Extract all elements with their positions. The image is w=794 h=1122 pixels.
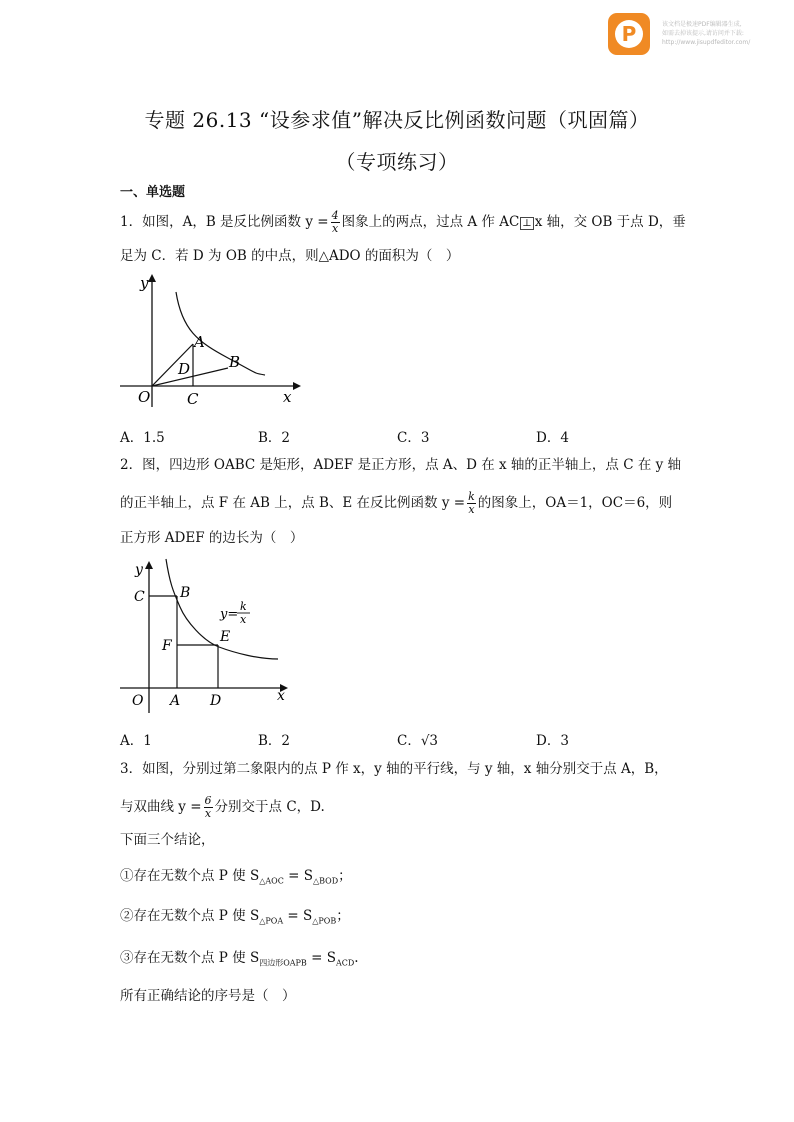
q2-label-B: B <box>180 585 191 601</box>
q2-label-O: O <box>132 693 144 709</box>
q2-figure <box>118 555 293 717</box>
q3-conclusion-3: ③存在无数个点 P 使 $S_{四边形OAPB} = S_{ACD}$. <box>120 950 359 968</box>
q1-text-2: 图象上的两点，过点 A 作 AC <box>341 214 520 230</box>
q2-text-1: 的正半轴上，点 F 在 AB 上，点 B、E 在反比例函数 y = <box>120 495 466 511</box>
watermark-line-3[interactable]: http://www.jisupdfeditor.com/ <box>662 39 751 46</box>
q1-option-c[interactable]: C．3 <box>397 430 430 446</box>
q2-eq-y: y= <box>220 607 239 622</box>
q1-line-1 <box>120 210 686 235</box>
q1-option-a[interactable]: A．1.5 <box>120 430 165 446</box>
q3-line-3: 下面三个结论， <box>120 832 215 848</box>
watermark-text <box>662 20 782 47</box>
q2-option-a[interactable]: A．1 <box>120 733 152 749</box>
q2-label-x: x <box>277 688 285 704</box>
q1-y-arrow-icon <box>148 274 156 282</box>
q2-option-b[interactable]: B．2 <box>258 733 291 749</box>
q2-option-d[interactable]: D．3 <box>536 733 569 749</box>
perp-symbol: ⊥ <box>522 218 532 229</box>
q2-label-F: F <box>162 638 172 654</box>
page-subtitle: （专项练习） <box>335 150 459 174</box>
q3-fraction: $\frac{6}{x}$ <box>204 794 212 820</box>
q3-text-1: 与双曲线 y = <box>120 799 202 815</box>
q1-label-D: D <box>178 360 191 378</box>
q2-y-arrow-icon <box>145 561 153 569</box>
q2-label-D: D <box>210 693 222 709</box>
q2-eq-num: k <box>240 600 247 613</box>
q2-line-1: 2．图，四边形 OABC 是矩形，ADEF 是正方形，点 A、D 在 x 轴的正半轴上，点 C 在 y 轴 <box>120 457 682 473</box>
page-title: 专题 26.13 “设参求值”解决反比例函数问题（巩固篇） <box>144 108 650 132</box>
q3-question: 所有正确结论的序号是（ ） <box>120 988 296 1004</box>
q1-text-1: 1．如图，A，B 是反比例函数 y = <box>120 214 329 230</box>
q2-line-2 <box>120 491 672 516</box>
q1-label-y: y <box>140 274 149 292</box>
q2-option-c[interactable]: C．√3 <box>397 733 439 749</box>
q3-text-2: 分别交于点 C，D. <box>214 799 325 815</box>
q1-x-arrow-icon <box>293 382 301 390</box>
q2-label-A: A <box>170 693 181 709</box>
q1-label-A: A <box>194 333 205 351</box>
q3-line-2 <box>120 795 325 820</box>
section-title: 一、单选题 <box>120 185 186 200</box>
q2-label-E: E <box>220 629 231 645</box>
pdf-editor-logo-icon <box>607 12 651 56</box>
q3-conclusion-1: ①存在无数个点 P 使 $S_{\triangle AOC} = S_{\triangle BOD}$； <box>120 868 352 886</box>
q2-line-3: 正方形 ADEF 的边长为（ ） <box>120 530 304 546</box>
q3-line-1: 3．如图，分别过第二象限内的点 P 作 x，y 轴的平行线，与 y 轴，x 轴分别交于点 A，B， <box>120 761 668 777</box>
q1-fraction: $\frac{4}{x}$ <box>331 209 339 235</box>
q1-option-b[interactable]: B．2 <box>258 430 291 446</box>
watermark-line-1: 该文档是极速PDF编辑器生成, <box>662 21 742 28</box>
q1-label-C: C <box>187 390 199 408</box>
q2-text-2: 的图象上，OA＝1，OC＝6，则 <box>477 495 673 511</box>
q1-label-x: x <box>283 388 292 406</box>
q2-label-y: y <box>135 562 143 578</box>
q1-figure <box>118 270 303 410</box>
q2-eq-den: x <box>240 613 247 626</box>
q1-label-O: O <box>138 388 151 406</box>
watermark-line-2: 如需去掉该提示,请访问并下载: <box>662 30 744 37</box>
q2-label-C: C <box>134 589 145 605</box>
q1-label-B: B <box>229 353 241 371</box>
logo-letter: P <box>621 22 637 46</box>
q1-text-3: x 轴，交 OB 于点 D，垂 <box>534 214 686 230</box>
q1-option-d[interactable]: D．4 <box>536 430 569 446</box>
q1-line-2: 足为 C．若 D 为 OB 的中点，则△ADO 的面积为（ ） <box>120 248 460 264</box>
q3-conclusion-2: ②存在无数个点 P 使 $S_{\triangle POA} = S_{\triangle POB}$； <box>120 908 350 926</box>
q2-fraction: $\frac{k}{x}$ <box>468 490 475 516</box>
